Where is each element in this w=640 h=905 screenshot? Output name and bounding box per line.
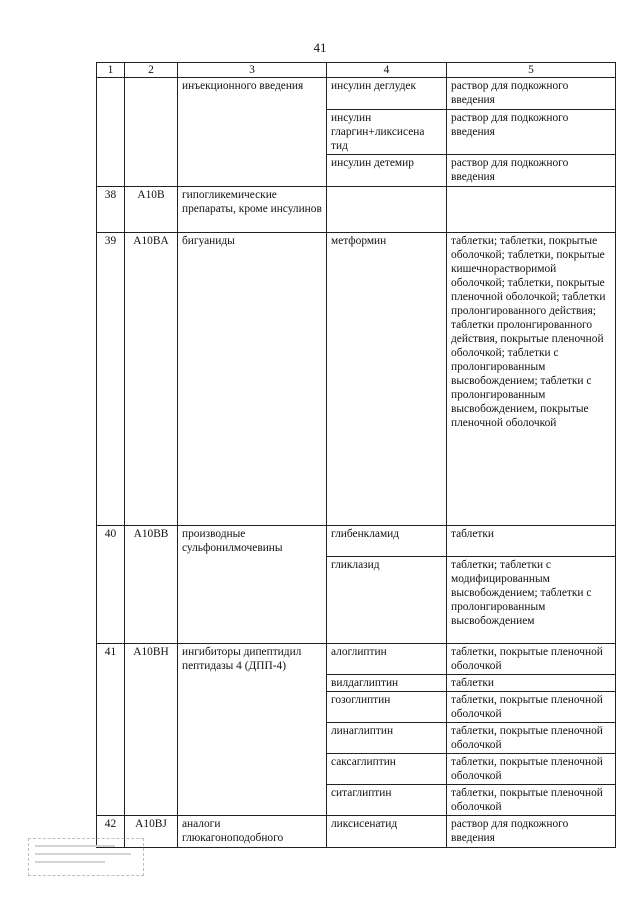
atc-code bbox=[125, 784, 178, 815]
row-number: 39 bbox=[97, 233, 125, 526]
drug-list-table bbox=[96, 62, 616, 848]
atc-code bbox=[125, 674, 178, 691]
dosage-form: раствор для подкожного введения bbox=[447, 155, 616, 187]
drug-name bbox=[327, 187, 447, 233]
row-number bbox=[97, 110, 125, 155]
pharmacological-group bbox=[178, 753, 327, 784]
column-header: 4 bbox=[327, 63, 447, 78]
atc-code: A10BA bbox=[125, 233, 178, 526]
row-number bbox=[97, 753, 125, 784]
pharmacological-group bbox=[178, 722, 327, 753]
column-header: 5 bbox=[447, 63, 616, 78]
page-number: 41 bbox=[313, 40, 327, 55]
dosage-form: раствор для подкожного введения bbox=[447, 78, 616, 110]
drug-name: инсулин гларгин+ликсисена тид bbox=[327, 110, 447, 155]
drug-name: алоглиптин bbox=[327, 643, 447, 674]
atc-code bbox=[125, 110, 178, 155]
pharmacological-group bbox=[178, 110, 327, 155]
row-number bbox=[97, 691, 125, 722]
table-header-row bbox=[97, 63, 616, 78]
pharmacological-group bbox=[178, 556, 327, 643]
atc-code bbox=[125, 753, 178, 784]
column-header: 3 bbox=[178, 63, 327, 78]
row-number bbox=[97, 78, 125, 110]
row-number bbox=[97, 155, 125, 187]
drug-name: ситаглиптин bbox=[327, 784, 447, 815]
row-number: 38 bbox=[97, 187, 125, 233]
atc-code: A10BH bbox=[125, 643, 178, 674]
table-row bbox=[97, 233, 616, 526]
atc-code bbox=[125, 78, 178, 110]
dosage-form: таблетки, покрытые пленочной оболочкой bbox=[447, 643, 616, 674]
row-number bbox=[97, 674, 125, 691]
faded-stamp bbox=[28, 838, 144, 876]
pharmacological-group bbox=[178, 691, 327, 722]
drug-name: саксаглиптин bbox=[327, 753, 447, 784]
atc-code bbox=[125, 556, 178, 643]
drug-name: глибенкламид bbox=[327, 526, 447, 557]
drug-name: линаглиптин bbox=[327, 722, 447, 753]
pharmacological-group bbox=[178, 155, 327, 187]
table-row bbox=[97, 556, 616, 643]
pharmacological-group: ингибиторы дипептидил пептидазы 4 (ДПП-4) bbox=[178, 643, 327, 674]
table-row bbox=[97, 78, 616, 110]
dosage-form: раствор для подкожного введения bbox=[447, 110, 616, 155]
dosage-form: таблетки, покрытые пленочной оболочкой bbox=[447, 691, 616, 722]
row-number: 41 bbox=[97, 643, 125, 674]
drug-name: гликлазид bbox=[327, 556, 447, 643]
pharmacological-group: производные сульфонилмочевины bbox=[178, 526, 327, 557]
table-row bbox=[97, 753, 616, 784]
dosage-form: таблетки, покрытые пленочной оболочкой bbox=[447, 722, 616, 753]
column-header: 1 bbox=[97, 63, 125, 78]
table-row bbox=[97, 691, 616, 722]
row-number: 40 bbox=[97, 526, 125, 557]
column-header: 2 bbox=[125, 63, 178, 78]
table-row bbox=[97, 155, 616, 187]
table-row bbox=[97, 110, 616, 155]
atc-code bbox=[125, 155, 178, 187]
drug-name: метформин bbox=[327, 233, 447, 526]
row-number bbox=[97, 784, 125, 815]
dosage-form: таблетки, покрытые пленочной оболочкой bbox=[447, 753, 616, 784]
table-row bbox=[97, 187, 616, 233]
table-row bbox=[97, 784, 616, 815]
drug-name: инсулин детемир bbox=[327, 155, 447, 187]
row-number bbox=[97, 722, 125, 753]
dosage-form: таблетки; таблетки, покрытые оболочкой; таблетки, покрытые кишечнорастворимой оболочкой; таблетки, покрытые пленочной оболочкой; таблетки пролонгированного действия; таблетки пролонгированного действия, покрытые пленочной оболочкой; таблетки с пролонгированным высвобождением; таблетки с пролонгированным высвобождением, покрытые пленочной оболочкой bbox=[447, 233, 616, 526]
table-row bbox=[97, 674, 616, 691]
dosage-form: таблетки bbox=[447, 674, 616, 691]
pharmacological-group: гипогликемические препараты, кроме инсулинов bbox=[178, 187, 327, 233]
drug-name: гозоглиптин bbox=[327, 691, 447, 722]
drug-name: инсулин деглудек bbox=[327, 78, 447, 110]
drug-name: ликсисенатид bbox=[327, 815, 447, 847]
atc-code: A10B bbox=[125, 187, 178, 233]
dosage-form: раствор для подкожного введения bbox=[447, 815, 616, 847]
row-number: 42 bbox=[97, 815, 125, 847]
pharmacological-group bbox=[178, 674, 327, 691]
table-row bbox=[97, 643, 616, 674]
row-number bbox=[97, 556, 125, 643]
dosage-form: таблетки, покрытые пленочной оболочкой bbox=[447, 784, 616, 815]
pharmacological-group: бигуаниды bbox=[178, 233, 327, 526]
atc-code bbox=[125, 722, 178, 753]
dosage-form: таблетки; таблетки с модифицированным высвобождением; таблетки с пролонгированным высвобождением bbox=[447, 556, 616, 643]
dosage-form bbox=[447, 187, 616, 233]
atc-code: A10BJ bbox=[125, 815, 178, 847]
table-row bbox=[97, 815, 616, 847]
pharmacological-group bbox=[178, 784, 327, 815]
pharmacological-group: инъекционного введения bbox=[178, 78, 327, 110]
atc-code: A10BB bbox=[125, 526, 178, 557]
atc-code bbox=[125, 691, 178, 722]
table-row bbox=[97, 722, 616, 753]
dosage-form: таблетки bbox=[447, 526, 616, 557]
drug-name: вилдаглиптин bbox=[327, 674, 447, 691]
table-row bbox=[97, 526, 616, 557]
pharmacological-group: аналоги глюкагоноподобного bbox=[178, 815, 327, 847]
